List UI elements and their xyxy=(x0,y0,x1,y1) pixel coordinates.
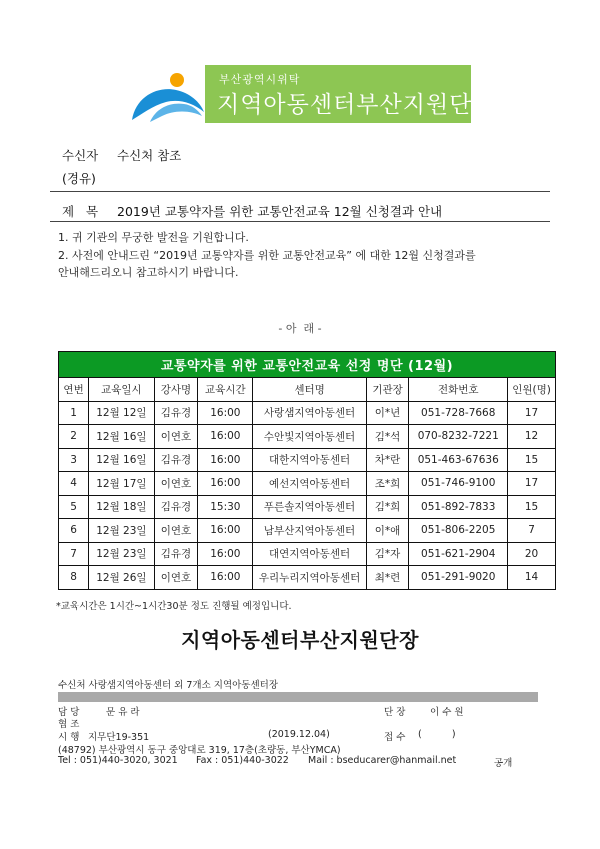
head-label: 단 장 xyxy=(384,707,406,718)
table-row xyxy=(59,542,556,566)
cell-no: 2 xyxy=(59,425,89,449)
cell-instructor: 김유경 xyxy=(154,401,198,425)
fax: Fax : 051)440-3022 xyxy=(196,755,289,766)
enforcement-date: (2019.12.04) xyxy=(268,729,330,740)
disclosure-status: 공개 xyxy=(494,758,513,769)
table-title: 교통약자를 위한 교통안전교육 선정 명단 (12월) xyxy=(59,352,556,378)
header-director: 기관장 xyxy=(366,378,409,402)
cell-time: 15:30 xyxy=(198,495,253,519)
cooperation-label: 협 조 xyxy=(58,719,80,730)
cell-time: 16:00 xyxy=(198,401,253,425)
table-note: *교육시간은 1시간~1시간30분 정도 진행될 예정입니다. xyxy=(56,601,292,612)
table-row xyxy=(59,401,556,425)
cell-date: 12월 23일 xyxy=(89,519,155,543)
cell-count: 7 xyxy=(508,519,556,543)
cell-no: 5 xyxy=(59,495,89,519)
body-line-2: 2. 사전에 안내드린 “2019년 교통약자를 위한 교통안전교육” 에 대한 12월 신청결과를 xyxy=(58,249,476,262)
cell-count: 12 xyxy=(508,425,556,449)
cell-count: 17 xyxy=(508,401,556,425)
notice-heading: - 아 래 - xyxy=(278,322,322,335)
enforcement-label: 시 행 xyxy=(58,732,80,743)
header-instructor: 강사명 xyxy=(154,378,198,402)
head-name: 이 수 원 xyxy=(430,707,464,718)
body-line-3: 안내해드리오니 참고하시기 바랍니다. xyxy=(58,266,239,279)
cell-time: 16:00 xyxy=(198,542,253,566)
cell-instructor: 이연호 xyxy=(154,472,198,496)
cell-center: 대연지역아동센터 xyxy=(253,542,366,566)
address: (48792) 부산광역시 동구 중앙대로 319, 17층(초량동, 부산YMCA) xyxy=(58,745,341,756)
table-row xyxy=(59,519,556,543)
cell-instructor: 이연호 xyxy=(154,425,198,449)
receipt-label: 접 수 xyxy=(384,732,406,743)
cell-director: 이*년 xyxy=(366,401,409,425)
cell-director: 차*란 xyxy=(366,448,409,472)
cell-director: 이*애 xyxy=(366,519,409,543)
subject-label: 제 목 xyxy=(62,204,99,219)
recipients-list: 수신처 사랑샘지역아동센터 외 7개소 지역아동센터장 xyxy=(58,680,279,691)
table-header-row xyxy=(59,378,556,402)
cell-time: 16:00 xyxy=(198,566,253,590)
cell-phone: 051-463-67636 xyxy=(409,448,508,472)
table-row xyxy=(59,495,556,519)
cell-phone: 051-806-2205 xyxy=(409,519,508,543)
header-time: 교육시간 xyxy=(198,378,253,402)
table-row xyxy=(59,566,556,590)
cell-count: 14 xyxy=(508,566,556,590)
receipt-value: ( ) xyxy=(418,729,456,740)
cell-director: 김*석 xyxy=(366,425,409,449)
cell-director: 조*희 xyxy=(366,472,409,496)
recipient-value: 수신처 참조 xyxy=(117,148,182,163)
cell-no: 6 xyxy=(59,519,89,543)
logo-subtitle: 부산광역시위탁 xyxy=(219,73,301,86)
header-center: 센터명 xyxy=(253,378,366,402)
cell-instructor: 김유경 xyxy=(154,495,198,519)
footer-bar xyxy=(58,692,538,702)
cell-no: 1 xyxy=(59,401,89,425)
cell-director: 최*련 xyxy=(366,566,409,590)
cell-instructor: 이연호 xyxy=(154,519,198,543)
cell-no: 7 xyxy=(59,542,89,566)
cell-phone: 070-8232-7221 xyxy=(409,425,508,449)
logo-title: 지역아동센터부산지원단 xyxy=(217,92,473,118)
table-row xyxy=(59,472,556,496)
handler-label: 담 당 xyxy=(58,707,80,718)
subject-divider xyxy=(50,221,550,222)
cell-count: 15 xyxy=(508,448,556,472)
table-row xyxy=(59,448,556,472)
cell-instructor: 김유경 xyxy=(154,542,198,566)
header-count: 인원(명) xyxy=(508,378,556,402)
organization-logo-icon xyxy=(130,72,208,124)
cell-date: 12월 16일 xyxy=(89,448,155,472)
header-date: 교육일시 xyxy=(89,378,155,402)
cell-date: 12월 16일 xyxy=(89,425,155,449)
signer-title: 지역아동센터부산지원단장 xyxy=(181,628,419,652)
header-phone: 전화번호 xyxy=(409,378,508,402)
cell-center: 예선지역아동센터 xyxy=(253,472,366,496)
via-label: (경유) xyxy=(62,171,96,186)
handler-name: 문 유 라 xyxy=(106,707,140,718)
cell-date: 12월 26일 xyxy=(89,566,155,590)
cell-no: 3 xyxy=(59,448,89,472)
cell-no: 4 xyxy=(59,472,89,496)
cell-time: 16:00 xyxy=(198,425,253,449)
subject-value: 2019년 교통약자를 위한 교통안전교육 12월 신청결과 안내 xyxy=(117,204,443,219)
cell-date: 12월 18일 xyxy=(89,495,155,519)
cell-center: 수안빛지역아동센터 xyxy=(253,425,366,449)
header-no: 연번 xyxy=(59,378,89,402)
table-row xyxy=(59,425,556,449)
cell-center: 우리누리지역아동센터 xyxy=(253,566,366,590)
cell-center: 사랑샘지역아동센터 xyxy=(253,401,366,425)
cell-center: 남부산지역아동센터 xyxy=(253,519,366,543)
cell-phone: 051-291-9020 xyxy=(409,566,508,590)
cell-director: 김*자 xyxy=(366,542,409,566)
cell-count: 15 xyxy=(508,495,556,519)
cell-count: 20 xyxy=(508,542,556,566)
cell-center: 대한지역아동센터 xyxy=(253,448,366,472)
cell-time: 16:00 xyxy=(198,448,253,472)
cell-phone: 051-621-2904 xyxy=(409,542,508,566)
cell-director: 김*희 xyxy=(366,495,409,519)
recipient-label: 수신자 xyxy=(62,148,99,163)
cell-date: 12월 12일 xyxy=(89,401,155,425)
email[interactable]: Mail : bseducarer@hanmail.net xyxy=(308,755,457,766)
cell-date: 12월 23일 xyxy=(89,542,155,566)
cell-phone: 051-746-9100 xyxy=(409,472,508,496)
cell-instructor: 이연호 xyxy=(154,566,198,590)
cell-count: 17 xyxy=(508,472,556,496)
cell-center: 푸른솔지역아동센터 xyxy=(253,495,366,519)
telephone: Tel : 051)440-3020, 3021 xyxy=(58,755,178,766)
cell-time: 16:00 xyxy=(198,519,253,543)
cell-phone: 051-892-7833 xyxy=(409,495,508,519)
header-divider xyxy=(50,191,550,192)
cell-date: 12월 17일 xyxy=(89,472,155,496)
education-schedule-table xyxy=(58,351,556,590)
cell-phone: 051-728-7668 xyxy=(409,401,508,425)
cell-time: 16:00 xyxy=(198,472,253,496)
cell-instructor: 김유경 xyxy=(154,448,198,472)
enforcement-number: 지무단19-351 xyxy=(88,732,150,743)
cell-no: 8 xyxy=(59,566,89,590)
body-line-1: 1. 귀 기관의 무궁한 발전을 기원합니다. xyxy=(58,231,249,244)
